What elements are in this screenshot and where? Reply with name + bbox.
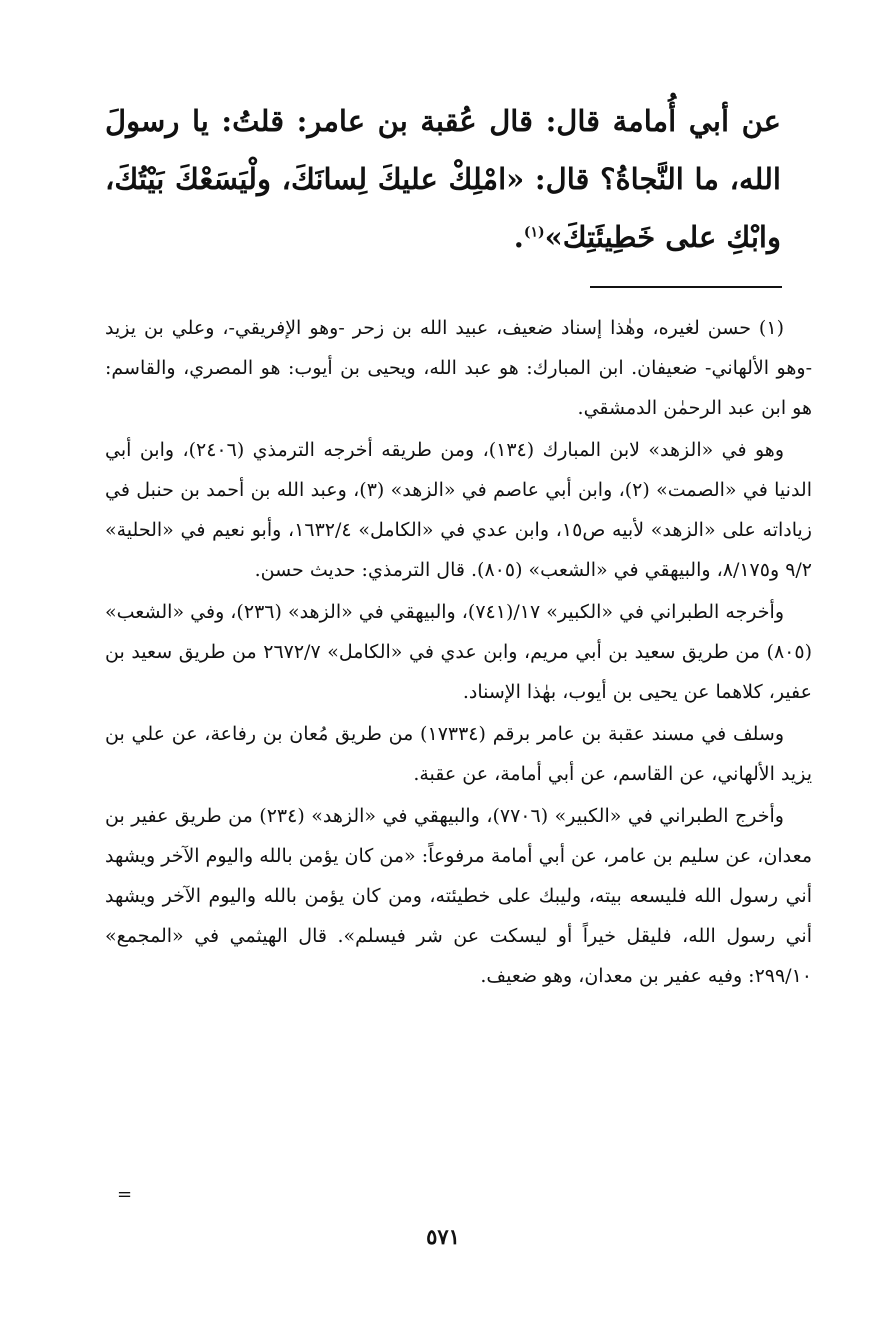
footnote-paragraph: (١) حسن لغيره، وهٰذا إسناد ضعيف، عبيد الله بن زحر -وهو الإفريقي-، وعلي بن يزيد -وهو الألهاني- ضعيفان. ابن المبارك: هو عبد الله، ويحيى بن أيوب: هو المصري، والقاسم: هو ابن عبد الرحمٰن الدمشقي. [105,317,812,419]
footnote-separator [590,286,782,288]
footnotes-section [105,308,812,998]
footnote-paragraph: وهو في «الزهد» لابن المبارك (١٣٤)، ومن طريقه أخرجه الترمذي (٢٤٠٦)، وابن أبي الدنيا في «الصمت» (٢)، وابن أبي عاصم في «الزهد» (٣)، وعبد الله بن أحمد بن حنبل في زياداته على «الزهد» لأبيه ص١٥، وابن عدي في «الكامل» ١٦٣٢/٤، وأبو نعيم في «الحلية» ٩/٢ و٨/١٧٥، والبيهقي في «الشعب» (٨٠٥). قال الترمذي: حديث حسن. [105,439,812,581]
footnote-paragraph: وأخرجه الطبراني في «الكبير» ١٧/(٧٤١)، والبيهقي في «الزهد» (٢٣٦)، وفي «الشعب» (٨٠٥) من طريق سعيد بن أبي مريم، وابن عدي في «الكامل» ٢٦٧٢/٧ من طريق سعيد بن عفير، كلاهما عن يحيى بن أيوب، بهٰذا الإسناد. [105,601,812,703]
hadith-body: عن أبي أُمامة قال: قال عُقبة بن عامر: قلتُ: يا رسولَ الله، ما النَّجاةُ؟ قال: «امْلِكْ عليكَ لِسانَكَ، ولْيَسَعْكَ بَيْتُكَ، وابْكِ على خَطِيئَتِكَ» [105,104,781,254]
continuation-mark: = [117,1184,133,1205]
page-number: ٥٧١ [426,1224,460,1249]
hadith-paragraph [105,92,781,266]
footnote-paragraph: وسلف في مسند عقبة بن عامر برقم (١٧٣٣٤) من طريق مُعان بن رفاعة، عن علي بن يزيد الألهاني، عن القاسم، عن أبي أمامة، عن عقبة. [105,723,812,785]
main-hadith-text [105,92,781,266]
hadith-end-punctuation: . [513,220,524,254]
footnote-reference: (١) [523,224,545,241]
footnote-paragraph: وأخرج الطبراني في «الكبير» (٧٧٠٦)، والبيهقي في «الزهد» (٢٣٤) من طريق عفير بن معدان، عن سليم بن عامر، عن أبي أمامة مرفوعاً: «من كان يؤمن بالله واليوم الآخر ويشهد أني رسول الله فليسعه بيته، وليبك على خطيئته، ومن كان يؤمن بالله واليوم الآخر ويشهد أني رسول الله، فليقل خيراً أو ليسكت عن شر فيسلم». قال الهيثمي في «المجمع» ٢٩٩/١٠: وفيه عفير بن معدان، وهو ضعيف. [105,805,812,987]
